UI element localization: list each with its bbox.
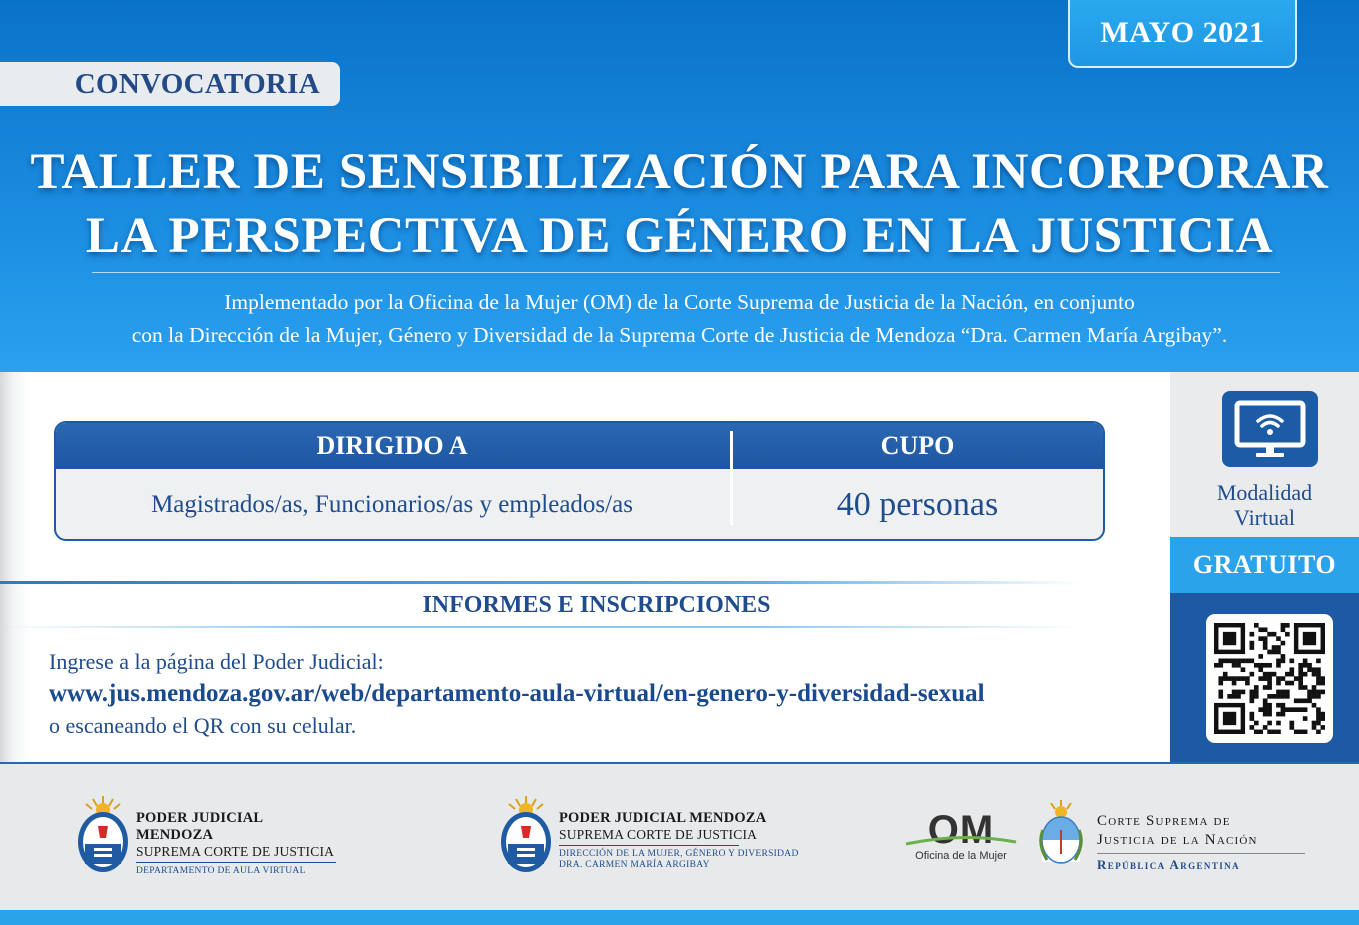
free-badge: GRATUITO xyxy=(1170,537,1359,593)
convocatoria-tag: CONVOCATORIA xyxy=(0,62,340,106)
csjn-rule xyxy=(1097,853,1305,854)
csjn-logo xyxy=(1097,812,1305,873)
page-title xyxy=(0,140,1359,268)
logo1-rule xyxy=(136,862,336,863)
mendoza-shield-icon xyxy=(76,796,130,874)
info-divider-bottom xyxy=(0,626,1080,628)
logo1-dept: DEPARTAMENTO DE AULA VIRTUAL xyxy=(136,866,306,876)
csjn-country: República Argentina xyxy=(1097,857,1240,872)
logo2-name: PODER JUDICIAL MENDOZA xyxy=(559,810,767,826)
subtitle xyxy=(0,286,1359,352)
logo2-sub: SUPREMA CORTE DE JUSTICIA xyxy=(559,827,758,842)
logo2-dept-line-1: DIRECCIÓN DE LA MUJER, GÉNERO Y DIVERSIDAD xyxy=(559,849,799,859)
argentina-seal-icon xyxy=(1037,800,1085,868)
footer-bar xyxy=(0,910,1359,925)
qr-code-icon[interactable] xyxy=(1206,614,1333,743)
om-logo-sub: Oficina de la Mujer xyxy=(915,850,1007,862)
title-line-1: TALLER DE SENSIBILIZACIÓN PARA INCORPORAR xyxy=(30,144,1329,200)
value-cupo: 40 personas xyxy=(836,486,999,523)
csjn-line-1: Corte Suprema de xyxy=(1097,813,1231,829)
mendoza-shield-icon xyxy=(499,796,553,874)
title-divider xyxy=(92,272,1280,273)
logo2-rule xyxy=(559,845,739,846)
registration-link[interactable]: www.jus.mendoza.gov.ar/web/departamento-aula-virtual/en-genero-y-diversidad-sexual xyxy=(49,680,985,707)
info-text xyxy=(49,646,985,742)
date-badge: MAYO 2021 xyxy=(1068,0,1297,68)
info-line-3: o escaneando el QR con su celular. xyxy=(49,713,357,738)
logo2-dept-line-2: DRA. CARMEN MARÍA ARGIBAY xyxy=(559,860,710,870)
modality-line-2: Virtual xyxy=(1234,505,1295,530)
info-heading: INFORMES E INSCRIPCIONES xyxy=(422,592,771,618)
header-cupo: CUPO xyxy=(880,431,955,460)
modality-label xyxy=(1170,480,1359,530)
monitor-wifi-icon xyxy=(1222,391,1318,467)
om-logo-word: OM xyxy=(927,808,995,852)
om-swoosh-icon xyxy=(902,834,1020,848)
subtitle-line-2: con la Dirección de la Mujer, Género y Diversidad de la Suprema Corte de Justicia de Mendoza “Dra. Carmen María Argibay”. xyxy=(131,323,1228,347)
header-dirigido-a: DIRIGIDO A xyxy=(316,431,468,460)
csjn-line-2: Justicia de la Nación xyxy=(1097,832,1258,848)
info-line-1: Ingrese a la página del Poder Judicial: xyxy=(49,649,384,674)
info-divider-top xyxy=(0,581,1080,584)
logo1-name: PODER JUDICIAL MENDOZA xyxy=(136,810,263,843)
title-line-2: LA PERSPECTIVA DE GÉNERO EN LA JUSTICIA xyxy=(85,208,1274,264)
om-logo xyxy=(902,810,1020,862)
subtitle-line-1: Implementado por la Oficina de la Mujer (OM) de la Corte Suprema de Justicia de la Nación, en conjunto xyxy=(224,290,1135,314)
modality-line-1: Modalidad xyxy=(1216,480,1313,505)
info-table xyxy=(54,421,1105,541)
logo1-sub: SUPREMA CORTE DE JUSTICIA xyxy=(136,844,335,859)
value-dirigido-a: Magistrados/as, Funcionarios/as y empleados/as xyxy=(151,491,633,518)
